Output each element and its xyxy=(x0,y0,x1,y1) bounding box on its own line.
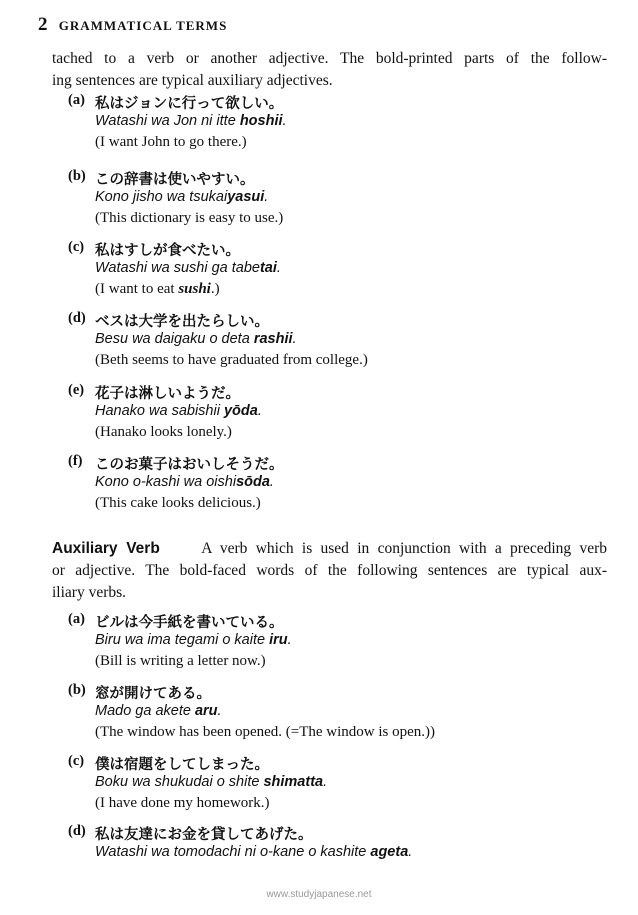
translation-text: (The window has been opened. (=The window is open.)) xyxy=(95,724,436,740)
romanization-punct: . xyxy=(276,260,281,276)
japanese-sentence: ベスは大学を出たらしい。 xyxy=(95,314,269,330)
translation xyxy=(95,352,368,369)
translation-end: .) xyxy=(210,281,220,297)
japanese-sentence: このお菓子はおいしそうだ。 xyxy=(95,457,284,473)
translation xyxy=(95,795,270,812)
example-label: (b) xyxy=(68,168,86,184)
japanese-sentence: 私はジョンに行って欲しい。 xyxy=(95,96,284,112)
romanization-bold: shimatta xyxy=(263,774,324,790)
translation-text: (I want John to go there.) xyxy=(95,134,247,150)
running-title: GRAMMATICAL TERMS xyxy=(58,18,228,33)
romanization-text: Mado ga akete xyxy=(95,703,195,719)
intro-line: ing sentences are typical auxiliary adjectives. xyxy=(52,72,333,89)
romanization-bold: iru xyxy=(269,632,288,648)
romanization-text: Hanako wa sabishii xyxy=(95,403,224,419)
romanization-punct: . xyxy=(408,844,413,860)
aux-verb-line xyxy=(52,538,607,560)
romanization-punct: . xyxy=(287,632,292,648)
example-label: (b) xyxy=(68,682,86,698)
intro-paragraph xyxy=(52,48,607,92)
aux-verb-line: iliary verbs. xyxy=(52,584,127,601)
romanization xyxy=(95,632,292,648)
aux-verb-paragraph xyxy=(52,538,607,604)
example-label: (a) xyxy=(68,92,85,108)
page-number: 2 xyxy=(38,14,48,35)
romanization-text: Watashi wa tomodachi ni o-kane o kashite xyxy=(95,844,371,860)
romanization-text: Besu wa daigaku o deta xyxy=(95,331,254,347)
example-label: (e) xyxy=(68,382,85,398)
definition-text: A verb which is used in conjunction with a preceding verb xyxy=(201,540,607,557)
romanization xyxy=(95,774,327,790)
romanization-punct: . xyxy=(264,189,269,205)
japanese-sentence: この辞書は使いやすい。 xyxy=(95,172,255,188)
example-item xyxy=(68,453,608,517)
japanese-sentence: 私はすしが食べたい。 xyxy=(95,243,240,259)
example-item xyxy=(68,239,608,303)
romanization-punct: . xyxy=(269,474,274,490)
example-item xyxy=(68,168,608,232)
aux-verb-line: or adjective. The bold-faced words of the following sentences are typical aux- xyxy=(52,562,607,579)
translation-text: (Beth seems to have graduated from college.) xyxy=(95,352,368,368)
romanization-punct: . xyxy=(282,113,287,129)
japanese-sentence: 僕は宿題をしてしまった。 xyxy=(95,757,269,773)
translation-text: (I have done my homework.) xyxy=(95,795,270,811)
romanization xyxy=(95,403,262,419)
romanization-bold: hoshii xyxy=(239,113,283,129)
example-item xyxy=(68,92,608,156)
romanization xyxy=(95,260,281,276)
term-heading: Auxiliary Verb xyxy=(52,540,160,557)
translation xyxy=(95,281,220,298)
romanization-bold: sōda xyxy=(236,474,270,490)
romanization-punct: . xyxy=(292,331,297,347)
romanization xyxy=(95,331,297,347)
romanization-text: Watashi wa Jon ni itte xyxy=(95,113,240,129)
example-label: (d) xyxy=(68,310,86,326)
example-item xyxy=(68,753,608,817)
translation-text: (This dictionary is easy to use.) xyxy=(95,210,284,226)
translation xyxy=(95,724,435,741)
example-label: (c) xyxy=(68,753,85,769)
romanization-text: Biru wa ima tegami o kaite xyxy=(95,632,270,648)
romanization-text: Kono o-kashi wa oishi xyxy=(95,474,237,490)
romanization-bold: yasui xyxy=(227,189,265,205)
romanization xyxy=(95,189,268,205)
romanization-bold: tai xyxy=(259,260,277,276)
romanization xyxy=(95,844,412,860)
translation xyxy=(95,210,283,227)
translation xyxy=(95,653,266,670)
example-item xyxy=(68,310,608,374)
example-label: (d) xyxy=(68,823,86,839)
japanese-sentence: 私は友達にお金を貸してあげた。 xyxy=(95,827,313,843)
translation xyxy=(95,495,261,512)
example-item xyxy=(68,682,608,746)
translation-italic: sushi xyxy=(178,281,211,297)
romanization-bold: yōda xyxy=(223,403,258,419)
example-label: (c) xyxy=(68,239,85,255)
page-header xyxy=(38,14,227,36)
example-label: (a) xyxy=(68,611,85,627)
romanization xyxy=(95,474,274,490)
intro-line: tached to a verb or another adjective. The bold-printed parts of the follow- xyxy=(52,50,607,67)
romanization-punct: . xyxy=(323,774,328,790)
romanization-bold: aru xyxy=(194,703,218,719)
translation-text: (This cake looks delicious.) xyxy=(95,495,261,511)
romanization xyxy=(95,703,222,719)
translation xyxy=(95,424,232,441)
romanization-punct: . xyxy=(257,403,262,419)
translation-text: (Hanako looks lonely.) xyxy=(95,424,232,440)
watermark: www.studyjapanese.net xyxy=(266,889,372,900)
romanization-text: Kono jisho wa tsukai xyxy=(95,189,228,205)
example-item xyxy=(68,382,608,446)
romanization-text: Watashi wa sushi ga tabe xyxy=(95,260,260,276)
translation-text: (I want to eat xyxy=(95,281,179,297)
example-label: (f) xyxy=(68,453,83,469)
translation xyxy=(95,134,247,151)
translation-text: (Bill is writing a letter now.) xyxy=(95,653,266,669)
romanization-text: Boku wa shukudai o shite xyxy=(95,774,264,790)
japanese-sentence: 窓が開けてある。 xyxy=(95,686,211,702)
romanization-bold: ageta xyxy=(370,844,409,860)
romanization-punct: . xyxy=(217,703,222,719)
example-item xyxy=(68,611,608,675)
romanization-bold: rashii xyxy=(253,331,293,347)
japanese-sentence: 花子は淋しいようだ。 xyxy=(95,386,240,402)
japanese-sentence: ビルは今手紙を書いている。 xyxy=(95,615,284,631)
romanization xyxy=(95,113,287,129)
example-item xyxy=(68,823,608,887)
